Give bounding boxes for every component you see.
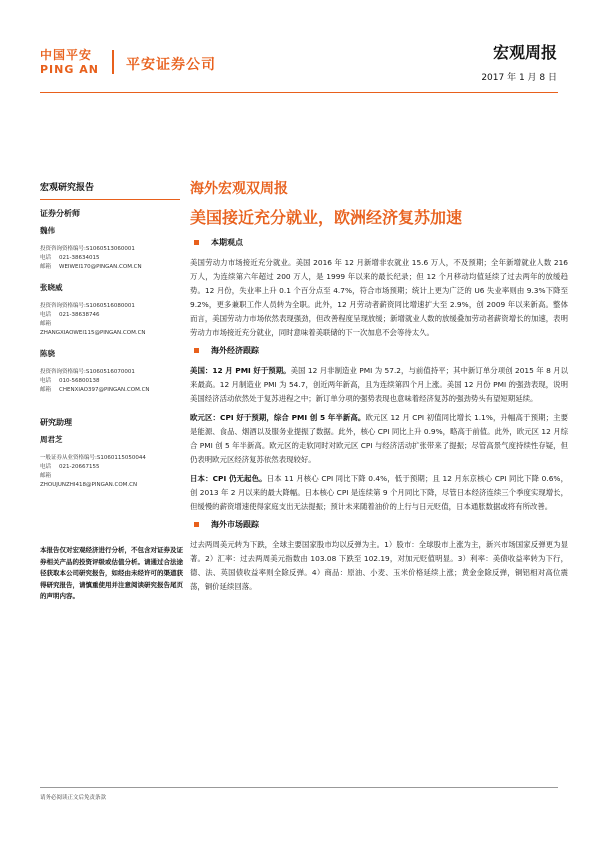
report-subtitle: 美国接近充分就业，欧洲经济复苏加速 bbox=[190, 208, 463, 227]
footer-note: 请务必阅读正文后免责条款 bbox=[40, 795, 107, 801]
sidebar-divider bbox=[40, 199, 180, 200]
assistant-phone: 电话 021-20667155 bbox=[40, 464, 100, 470]
main-content bbox=[190, 178, 568, 599]
square-bullet-icon bbox=[194, 348, 199, 353]
sidebar bbox=[40, 180, 180, 500]
assistant-email[interactable]: ZHOUJUNZHI418@PINGAN.COM.CN bbox=[40, 482, 138, 488]
analyst-email-label: 邮箱 bbox=[40, 321, 52, 327]
analyst-cert: 投资咨询资格编号:S1060516080001 bbox=[40, 303, 135, 309]
report-category: 宏观研究报告 bbox=[40, 183, 95, 193]
analyst-email[interactable]: 邮箱 CHENXIAO397@PINGAN.COM.CN bbox=[40, 387, 150, 393]
company-name: 平安证券公司 bbox=[126, 57, 216, 73]
assistant-heading: 研究助理 bbox=[40, 418, 72, 427]
analyst-name: 魏伟 bbox=[40, 226, 55, 235]
assistant-email-label: 邮箱 bbox=[40, 473, 52, 479]
eurozone-paragraph: 欧元区：CPI 好于预期，综合 PMI 创 5 年半新高。欧元区 12 月 CPI 初值同比增长 1.1%，升幅高于预期；主要是能源、食品、烟酒以及服务业提振了数据。此外，核心 CPI 同比上升 0.9%，略高于前值。此外，欧元区 12 月综合 PMI 创 5 年半新高。欧元区的走软同时对欧元区 CPI 与经济活动扩张带来了提振；尽管高景气度持续性存疑，但仍表明欧元区经济复苏依然表现较好。 bbox=[190, 413, 569, 464]
analyst-name: 张晓威 bbox=[40, 283, 63, 292]
section-heading: 海外经济跟踪 bbox=[190, 345, 568, 356]
analyst-name: 陈骁 bbox=[40, 349, 55, 358]
market-paragraph: 过去两周美元转为下跌，全球主要国家股市均以反弹为主。1）股市：全球股市上涨为主，新兴市场国家反弹更为显著。2）汇率：过去两周美元指数由 103.08 下跌至 102.19，对加元贬值明显。3）利率：美债收益率转为下行，德、法、英国债收益率则全除反弹。4）商品：原油、小麦、玉米价格延续上涨；黄金金除反弹，铜铝相对高位震荡，铜价延续回落。 bbox=[190, 540, 568, 591]
analyst-card bbox=[40, 282, 180, 338]
report-date: 2017 年 1 月 8 日 bbox=[481, 73, 557, 83]
section-heading: 海外市场跟踪 bbox=[190, 519, 568, 530]
analyst-cert: 投资咨询资格编号:S1060516070001 bbox=[40, 369, 135, 375]
assistant-card bbox=[40, 434, 180, 490]
analyst-phone: 电话 010-56800138 bbox=[40, 378, 100, 384]
header-rule bbox=[40, 92, 558, 93]
japan-paragraph: 日本：CPI 仍无起色。日本 11 月核心 CPI 同比下降 0.4%，低于预期；且 12 月东京核心 CPI 同比下降 0.6%，创 2013 年 2 月以来的最大降幅。日本核心 CPI 是连续第 9 个月同比下降，尽管日本经济连续三个季度实现增长，但缓慢的薪资增速使得家庭支出无法提振；预计未来随着油价的上行与日元贬值，日本通胀数据或将有所改善。 bbox=[190, 474, 568, 511]
logo-chinese: 中国平安 bbox=[40, 48, 93, 62]
square-bullet-icon bbox=[194, 522, 199, 527]
square-bullet-icon bbox=[194, 240, 199, 245]
us-paragraph: 美国：12 月 PMI 好于预期。美国 12 月非制造业 PMI 为 57.2，与前值持平；其中新订单分项创 2015 年 8 月以来最高。12 月制造业 PMI 为 54.7，创近两年新高，且为连续第四个月上涨。美国 12 月份 PMI 的强劲表现，说明美国经济活动依然处于复苏进程之中；新订单分项的强势表现也意味着经济复苏的强劲势头有望短期延续。 bbox=[190, 366, 568, 403]
analyst-email[interactable]: ZHANGXIAOWEI115@PINGAN.COM.CN bbox=[40, 330, 146, 336]
report-type: 宏观周报 bbox=[492, 43, 557, 62]
logo-english: PING AN bbox=[40, 63, 99, 76]
analyst-cert: 投资咨询资格编号:S1060513060001 bbox=[40, 246, 135, 252]
analyst-card bbox=[40, 225, 180, 272]
logo-divider bbox=[112, 50, 114, 74]
assistant-cert: 一般证券从业资格编号:S1060115050044 bbox=[40, 455, 146, 461]
analyst-phone: 电话 021-38634015 bbox=[40, 255, 100, 261]
report-title: 海外宏观双周报 bbox=[190, 181, 288, 197]
summary-paragraph: 美国劳动力市场接近充分就业。美国 2016 年 12 月新增非农就业 15.6 万人，不及预期；全年新增就业人数 216 万人，为连续第六年超过 200 万人，是 1999 年以来的最长纪录；但 12 个月移动均值延续了过去两年的放缓趋势。12 月份，失业率上升 0.1 个百分点至 4.7%，符合市场预期；统计上更为广泛的 U6 失业率则由 9.3%下降至 9.2%，更多兼职工作人员转为全职。此外，12 月劳动者薪资同比增速扩大至 2.9%，创 2009 年以来新高。整体而言，美国劳动力市场依然表现强劲，但改善程度呈现放缓；新增就业人数的放缓叠加劳动者薪资增长的加速，表明劳动力市场接近充分就业，同时意味着美联储的下一次加息不会等待太久。 bbox=[190, 258, 568, 337]
analyst-phone: 电话 021-38638746 bbox=[40, 312, 100, 318]
assistant-name: 周君芝 bbox=[40, 435, 63, 444]
analyst-email[interactable]: 邮箱 WEIWEI170@PINGAN.COM.CN bbox=[40, 264, 142, 270]
analyst-card bbox=[40, 348, 180, 395]
footer-rule bbox=[40, 787, 558, 788]
disclaimer: 本报告仅对宏观经济进行分析，不包含对证券及证券相关产品的投资评级或估值分析。请通过合法途径获取本公司研究报告，如经由未经许可的渠道获得研究报告，请慎重使用并注意阅读研究报告尾页的声明内容。 bbox=[40, 546, 183, 600]
analysts-heading: 证券分析师 bbox=[40, 209, 80, 218]
section-heading: 本期观点 bbox=[190, 237, 568, 248]
